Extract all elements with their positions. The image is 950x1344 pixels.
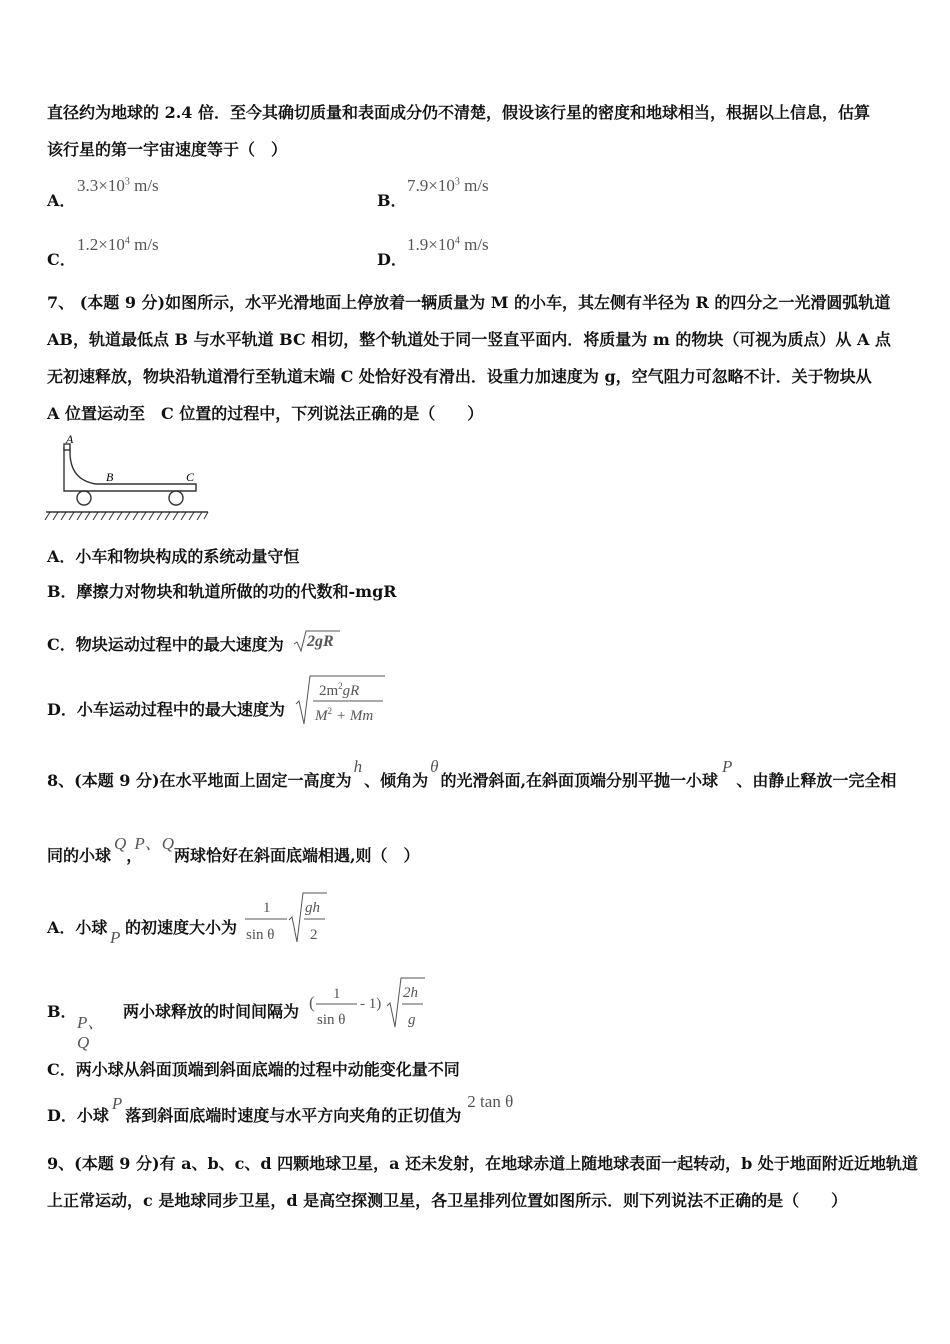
var-h: h [353, 757, 363, 776]
q9-stem-line-1: 9、(本题 9 分)有 a、b、c、d 四颗地球卫星，a 还未发射，在地球赤道上随地球表面一起转动，b 处于地面附近近地轨道 [47, 1154, 918, 1173]
svg-text:sin θ: sin θ [317, 1012, 346, 1028]
q7-option-b[interactable]: B．摩擦力对物块和轨道所做的功的代数和-mgR [47, 582, 397, 601]
q8-option-c[interactable]: C．两小球从斜面顶端到斜面底端的过程中动能变化量不同 [47, 1060, 460, 1079]
sqrt-2gR [292, 628, 342, 654]
q8-option-d[interactable]: D．小球P落到斜面底端时速度与水平方向夹角的正切值为2 tan θ [47, 1092, 514, 1125]
track-body [64, 448, 196, 491]
sqrt-fraction [295, 674, 387, 728]
q7-option-c[interactable] [47, 628, 342, 655]
svg-text:- 1): - 1) [360, 996, 382, 1012]
var-p: P [722, 757, 733, 776]
ground-hatching [45, 512, 208, 520]
right-wheel [169, 491, 183, 505]
formula-b [309, 974, 427, 1030]
option-letter: D． [377, 250, 407, 269]
q6-stem-line-1: 直径约为地球的 2.4 倍．至今其确切质量和表面成分仍不清楚，假设该行星的密度和地球相当，根据以上信息，估算 [47, 103, 870, 122]
svg-text:2: 2 [310, 927, 318, 943]
q8-stem-line-2: 同的小球Q，P、Q两球恰好在斜面底端相遇,则（ ） [47, 834, 420, 865]
svg-text:2gR: 2gR [307, 633, 334, 650]
var-p: P [110, 928, 121, 947]
option-label: A．小球 [47, 918, 108, 937]
var-theta: θ [430, 757, 439, 776]
left-wheel [77, 491, 91, 505]
svg-text:gh: gh [305, 900, 320, 916]
svg-text:M2+ Mm: $M^2 + Mm$ [315, 706, 374, 724]
svg-text:1: 1 [333, 986, 341, 1002]
option-text: D．小车运动过程中的最大速度为 [47, 700, 285, 719]
var-pq: P、Q [134, 834, 174, 853]
formula-a [243, 890, 333, 946]
cart-track-figure [44, 432, 214, 524]
svg-text:1: 1 [263, 900, 271, 916]
var-pq: P、Q [77, 1013, 105, 1052]
var-q: Q [114, 834, 127, 853]
q7-option-a[interactable]: A．小车和物块构成的系统动量守恒 [47, 547, 300, 566]
option-text: 两小球释放的时间间隔为 [123, 1002, 300, 1021]
svg-text:2h: 2h [403, 985, 418, 1001]
option-letter: C． [47, 250, 76, 269]
q7-stem-line-4: A 位置运动至 C 位置的过程中，下列说法正确的是（ ） [47, 404, 484, 423]
option-value: $1.2\times 10^4$ m/s [77, 235, 159, 254]
option-text: 的初速度大小为 [125, 918, 238, 937]
label-a: A [66, 432, 74, 446]
option-letter: A． [47, 191, 76, 210]
option-text: C．物块运动过程中的最大速度为 [47, 635, 284, 654]
tan-value: 2 tan θ [467, 1092, 514, 1111]
option-value: $1.9\times 10^4$ m/s [407, 235, 489, 254]
option-label: B． [47, 1002, 77, 1021]
q7-stem-line-2: AB，轨道最低点 B 与水平轨道 BC 相切，整个轨道处于同一竖直平面内．将质量为 m 的物块（可视为质点）从 A 点 [47, 330, 891, 349]
label-b: B [106, 470, 114, 484]
svg-text:2m2gR: $2m^2gR$ [319, 681, 360, 699]
option-letter: B． [377, 191, 407, 210]
q6-stem-line-2: 该行星的第一宇宙速度等于（ ） [47, 140, 288, 159]
q7-stem-line-1: 7、 (本题 9 分)如图所示，水平光滑地面上停放着一辆质量为 M 的小车，其左侧有半径为 R 的四分之一光滑圆弧轨道 [47, 293, 891, 312]
q8-stem-line-1: 8、(本题 9 分)在水平地面上固定一高度为h、倾角为θ的光滑斜面,在斜面顶端分别平抛一小球P、由静止释放一完全相 [47, 757, 897, 790]
option-value: $7.9\times 10^3$ m/s [407, 176, 489, 195]
svg-text:sin θ: sin θ [246, 927, 275, 943]
var-p: P [111, 1094, 123, 1113]
option-value: $3.3\times 10^3$ m/s [77, 176, 159, 195]
label-c: C [186, 470, 195, 484]
svg-text:g: g [408, 1012, 416, 1028]
q9-stem-line-2: 上正常运动，c 是地球同步卫星，d 是高空探测卫星，各卫星排列位置如图所示．则下列说法不正确的是（ ） [47, 1191, 848, 1210]
svg-text:(: ( [309, 993, 315, 1012]
q7-stem-line-3: 无初速释放，物块沿轨道滑行至轨道末端 C 处恰好没有滑出．设重力加速度为 g，空气阻力可忽略不计．关于物块从 [47, 367, 872, 386]
